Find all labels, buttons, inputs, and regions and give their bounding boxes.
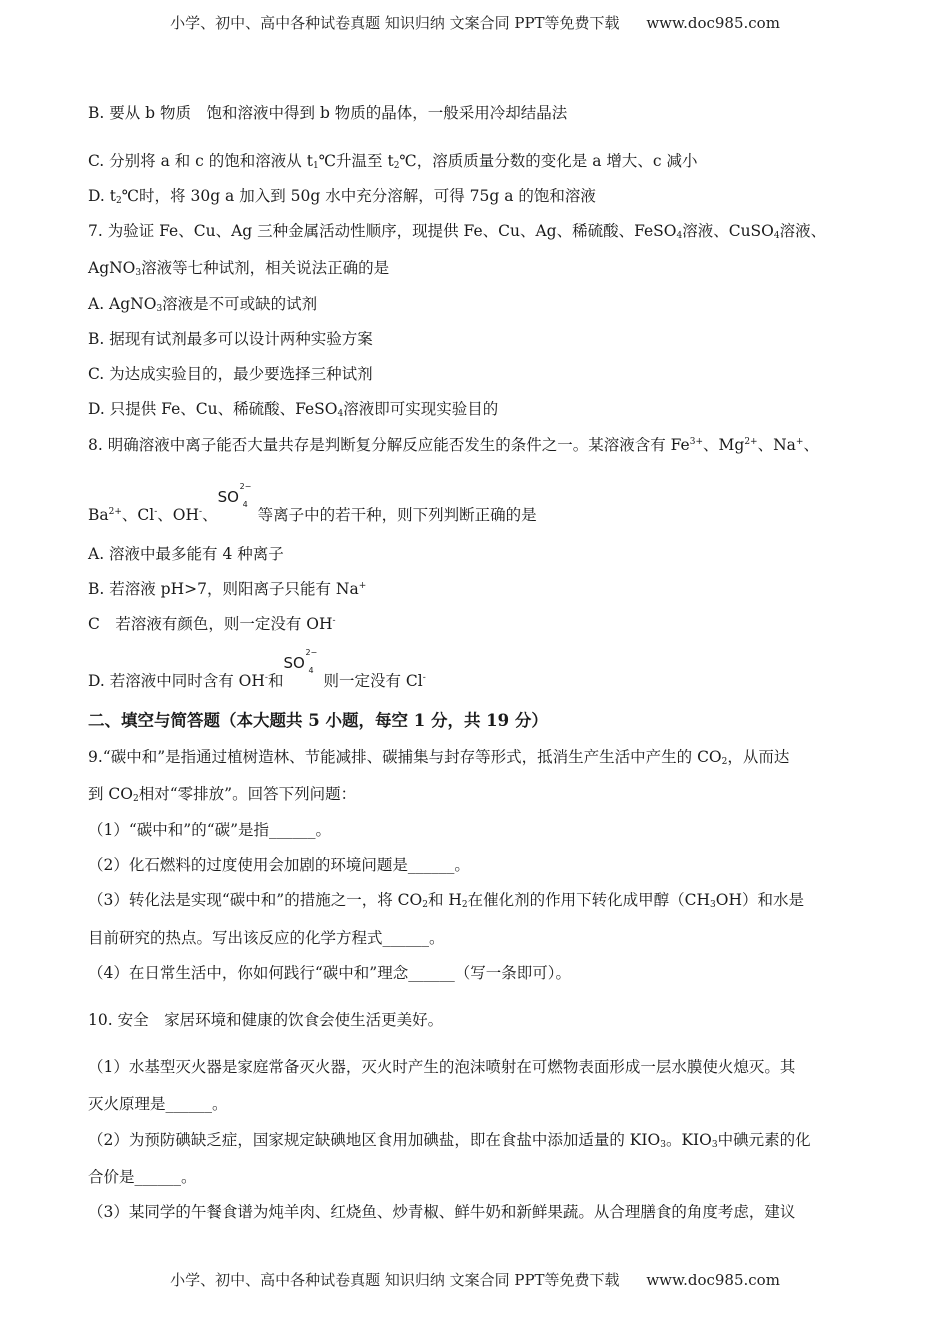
footer-text: 小学、初中、高中各种试卷真题 知识归纳 文案合同 PPT等免费下载 bbox=[170, 1271, 620, 1289]
q6-option-c: C. 分别将 a 和 c 的饱和溶液从 $t_1℃$升温至 $t_2℃$，溶质质量分数的变化是 a 增大、c 减小 bbox=[88, 152, 698, 171]
header-text: 小学、初中、高中各种试卷真题 知识归纳 文案合同 PPT等免费下载 bbox=[170, 14, 620, 32]
q8-stem-line2: $Ba^{2+}$、Cl-、OH-、 SO 2− 4 等离子中的若干种，则下列判断正确的是 bbox=[88, 482, 537, 524]
q9-part-3: （3）转化法是实现“碳中和”的措施之一，将 $CO_2$和 $H_2$在催化剂的作用下转化成甲醇$(CH_3OH)$和水是 bbox=[88, 891, 804, 910]
section-heading: 二、填空与简答题（本大题共 5 小题，每空 1 分，共 19 分） bbox=[88, 711, 548, 730]
q8-option-c: C 若溶液有颜色，则一定没有 OH- bbox=[88, 615, 336, 633]
q9-part-3-line2: 目前研究的热点。写出该反应的化学方程式______。 bbox=[88, 929, 445, 947]
footer-url[interactable]: www.doc985.com bbox=[646, 1271, 780, 1289]
q6-option-b: B. 要从 b 物质 饱和溶液中得到 b 物质的晶体，一般采用冷却结晶法 bbox=[88, 104, 568, 122]
q9-part-4: （4）在日常生活中，你如何践行“碳中和”理念______（写一条即可）。 bbox=[88, 964, 571, 982]
q8-option-b: B. 若溶液 pH>7，则阳离子只能有 Na+ bbox=[88, 580, 367, 598]
q9-stem-line2: 到 $CO_2$相对“零排放”。回答下列问题： bbox=[88, 785, 357, 804]
q6-option-d: D. $t_2℃$时，将 30g a 加入到 50g 水中充分溶解，可得 75g a 的饱和溶液 bbox=[88, 187, 596, 206]
q9-stem-line1: 9.“碳中和”是指通过植树造林、节能减排、碳捕集与封存等形式，抵消生产生活中产生的 $CO_2$，从而达 bbox=[88, 748, 790, 767]
q9-part-2: （2）化石燃料的过度使用会加剧的环境问题是______。 bbox=[88, 856, 470, 874]
q10-part-2: （2）为预防碘缺乏症，国家规定缺碘地区食用加碘盐，即在食盐中添加适量的 $KIO_3$。$KIO_3$中碘元素的化 bbox=[88, 1131, 811, 1150]
page-footer bbox=[0, 1269, 950, 1290]
sulfate-ion-formula: SO 2− 4 bbox=[283, 648, 318, 675]
q10-part-1-line2: 灭火原理是______。 bbox=[88, 1095, 228, 1113]
q10-part-3: （3）某同学的午餐食谱为炖羊肉、红烧鱼、炒青椒、鲜牛奶和新鲜果蔬。从合理膳食的角度考虑，建议 bbox=[88, 1203, 796, 1221]
q7-stem-line2: AgNO$_3$溶液等七种试剂，相关说法正确的是 bbox=[88, 259, 390, 278]
q7-option-a: A. AgNO$_3$溶液是不可或缺的试剂 bbox=[88, 295, 318, 314]
q7-option-b: B. 据现有试剂最多可以设计两种实验方案 bbox=[88, 330, 373, 348]
sulfate-ion-formula: SO 2− 4 bbox=[217, 482, 252, 509]
q10-part-2-line2: 合价是______。 bbox=[88, 1168, 197, 1186]
q8-option-a: A. 溶液中最多能有 4 种离子 bbox=[88, 545, 284, 563]
q9-part-1: （1）“碳中和”的“碳”是指______。 bbox=[88, 821, 332, 839]
page-header bbox=[0, 12, 950, 33]
q10-part-1: （1）水基型灭火器是家庭常备灭火器，灭火时产生的泡沫喷射在可燃物表面形成一层水膜使火熄灭。其 bbox=[88, 1058, 796, 1076]
q10-stem: 10. 安全 家居环境和健康的饮食会使生活更美好。 bbox=[88, 1011, 444, 1029]
q7-stem-line1: 7. 为验证 Fe、Cu、Ag 三种金属活动性顺序，现提供 Fe、Cu、Ag、稀硫酸、FeSO$_4$溶液、CuSO$_4$溶液、 bbox=[88, 222, 827, 241]
q7-option-c: C. 为达成实验目的，最少要选择三种试剂 bbox=[88, 365, 373, 383]
q8-stem-line1: 8. 明确溶液中离子能否大量共存是判断复分解反应能否发生的条件之一。某溶液含有 $Fe^{3+}$、$Mg^{2+}$、Na+、 bbox=[88, 436, 819, 454]
header-url[interactable]: www.doc985.com bbox=[646, 14, 780, 32]
q7-option-d: D. 只提供 Fe、Cu、稀硫酸、FeSO$_4$溶液即可实现实验目的 bbox=[88, 400, 499, 419]
q8-option-d: D. 若溶液中同时含有 OH-和 SO 2− 4 则一定没有 Cl- bbox=[88, 648, 426, 690]
